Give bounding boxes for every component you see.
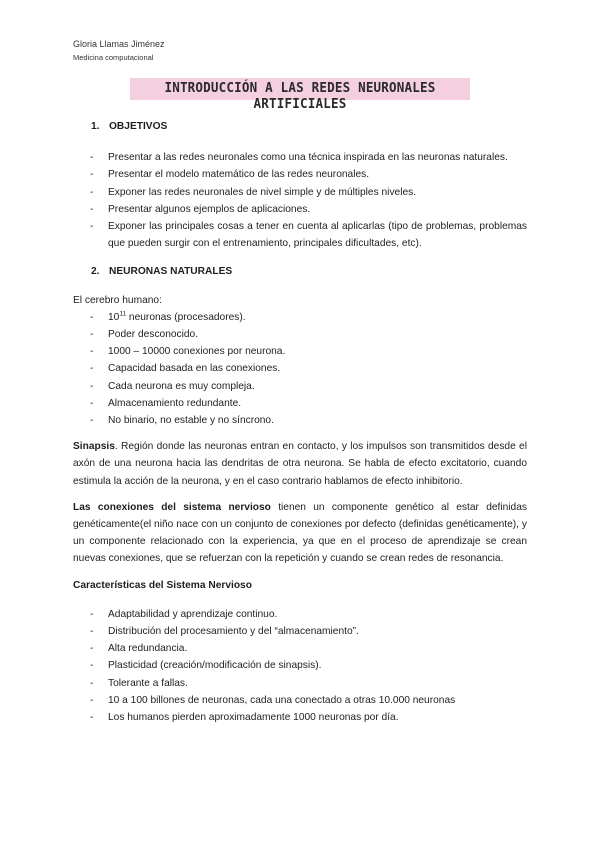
section-number: 2. [91,266,100,278]
list-marker: - [90,626,94,638]
list-item: - Presentar algunos ejemplos de aplicaciones. [73,201,527,218]
caracteristicas-list [73,606,527,726]
list-item: - Alta redundancia. [73,640,527,657]
exponent: 11 [119,310,127,318]
list-marker: - [90,203,94,215]
cerebro-intro: El cerebro humano: [73,294,162,306]
objetivos-list [73,149,527,252]
author-name: Gloria Llamas Jiménez [73,39,165,49]
conexiones-term: Las conexiones del sistema nervioso [73,501,271,513]
section-title: OBJETIVOS [109,121,168,132]
list-marker: - [90,677,94,689]
caracteristicas-heading: Características del Sistema Nervioso [73,579,252,591]
list-marker: - [90,415,94,427]
list-item: - Cada neurona es muy compleja. [73,378,527,395]
subject-name: Medicina computacional [73,53,154,62]
list-marker: - [90,329,94,341]
sinapsis-term: Sinapsis [73,441,115,453]
conexiones-paragraph: Las conexiones del sistema nervioso tienen un componente genético al estar definidas genéticamente(el niño nace con un conjunto de conexiones por defecto (definidas genéticamente), y un componente relacionado con la experiencia, ya que en el proceso de aprendizaje se crean nuevas conexiones, que se refuerzan con la repetición y cuando se crean redes de resonancia. [73,501,527,565]
page-title: INTRODUCCIÓN A LAS REDES NEURONALES ARTIFICIALES [164,80,436,112]
list-marker: - [90,660,94,672]
list-item: - 10 a 100 billones de neuronas, cada una conectado a otras 10.000 neuronas [73,692,527,709]
list-marker: - [90,380,94,392]
list-marker: - [90,186,94,198]
list-item: - Distribución del procesamiento y del “almacenamiento”. [73,623,527,640]
list-marker: - [90,311,94,323]
document-body [73,118,527,726]
sinapsis-paragraph: Sinapsis. Región donde las neuronas entran en contacto, y los impulsos son transmitidos desde el axón de una neurona hacia las dendritas de otra neurona. Se habla de efecto excitatorio, cuando estimula la acción de la neurona, y en el caso contrario hablamos de efecto inhibitorio. [73,441,527,487]
list-marker: - [90,221,94,233]
list-marker: - [90,712,94,724]
list-item: - Almacenamiento redundante. [73,395,527,412]
section-heading-objetivos [91,118,527,135]
page-header [73,38,165,64]
list-marker: - [90,397,94,409]
list-item: - Presentar a las redes neuronales como una técnica inspirada en las neuronas naturales. [73,149,527,166]
list-item: - Plasticidad (creación/modificación de sinapsis). [73,657,527,674]
list-item: - Capacidad basada en las conexiones. [73,360,527,377]
list-item: - Los humanos pierden aproximadamente 1000 neuronas por día. [73,709,527,726]
list-item: - Poder desconocido. [73,326,527,343]
list-item: - Adaptabilidad y aprendizaje continuo. [73,606,527,623]
list-item: - 1000 – 10000 conexiones por neurona. [73,343,527,360]
list-item: - Tolerante a fallas. [73,675,527,692]
list-marker: - [90,346,94,358]
cerebro-list [73,309,527,429]
list-item: - Exponer las redes neuronales de nivel simple y de múltiples niveles. [73,184,527,201]
list-marker: - [90,608,94,620]
list-item: - $10^{11}$ neuronas (procesadores). [73,309,527,326]
list-marker: - [90,152,94,164]
list-item: - Exponer las principales cosas a tener en cuenta al aplicarlas (tipo de problemas, problemas que pueden surgir con el entrenamiento, principales dificultades, etc). [73,218,527,252]
section-title: NEURONAS NATURALES [109,266,233,278]
list-marker: - [90,169,94,181]
section-heading-neuronas [91,263,527,280]
title-block [130,76,470,112]
list-marker: - [90,643,94,655]
list-marker: - [90,363,94,375]
list-item: - No binario, no estable y no síncrono. [73,412,527,429]
section-number: 1. [91,121,100,132]
list-item: - Presentar el modelo matemático de las redes neuronales. [73,166,527,183]
list-marker: - [90,694,94,706]
